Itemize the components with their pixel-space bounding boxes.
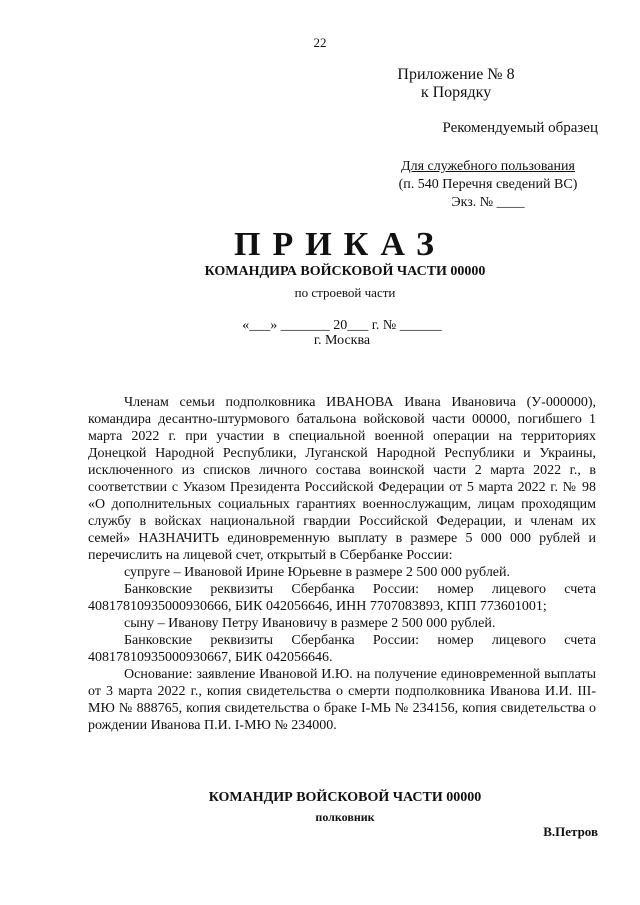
restriction-line-1: Для служебного пользования — [401, 159, 575, 174]
body-paragraph: Банковские реквизиты Сбербанка России: номер лицевого счета 40817810935000930667, БИК 042056646. — [88, 633, 596, 665]
order-title: ПРИКАЗ — [234, 226, 446, 263]
order-body — [88, 394, 596, 734]
body-paragraph: Членам семьи подполковника ИВАНОВА Ивана Ивановича (У-000000), командира десантно-штурмового батальона войсковой части 00000, погибшего 1 марта 2022 г. при участии в специальной военной операции на территориях Донецкой Народной Республики, Луганской Народной Республики и Украины, исключенного из списков личного состава воинской части 2 марта 2022 г., в соответствии с Указом Президента Российской Федерации от 5 марта 2022 г. № 98 «О дополнительных социальных гарантиях военнослужащим, лицам проходящим службу в войсках национальной гвардии Российской Федерации, и членам их семей» НАЗНАЧИТЬ единовременную выплату в размере 5 000 000 рублей и перечислить на лицевой счет, открытый в Сбербанке России: — [88, 395, 596, 563]
signature-rank: полковник — [315, 810, 375, 824]
order-subtitle-2: по строевой части — [294, 285, 396, 300]
order-subtitle: КОМАНДИРА ВОЙСКОВОЙ ЧАСТИ 00000 — [204, 264, 486, 279]
annex-block — [346, 66, 566, 102]
annex-line-1: Приложение № 8 — [397, 66, 515, 83]
body-paragraph: супруге – Ивановой Ирине Юрьевне в размере 2 500 000 рублей. — [124, 565, 511, 580]
restriction-line-2: (п. 540 Перечня сведений ВС) — [398, 177, 578, 192]
body-paragraph: Основание: заявление Ивановой И.Ю. на получение единовременной выплаты от 3 марта 2022 г., копия свидетельства о смерти подполковника Иванова И.И. III-МЮ № 888765, копия свидетельства о браке I-МЬ № 234156, копия свидетельства о рождении Иванова П.И. I-МЮ № 234000. — [88, 667, 596, 733]
restriction-block — [378, 158, 598, 212]
body-paragraph: Банковские реквизиты Сбербанка России: номер лицевого счета 40817810935000930666, БИК 042056646, ИНН 7707083893, КПП 773601001; — [88, 582, 596, 614]
page-number: 22 — [313, 35, 327, 50]
signature-name: В.Петров — [543, 824, 598, 839]
restriction-line-3: Экз. № ____ — [451, 195, 525, 210]
order-date-line: «___» _______ 20___ г. № ______ — [242, 318, 442, 333]
order-city: г. Москва — [313, 333, 371, 348]
sample-label: Рекомендуемый образец — [442, 120, 598, 136]
body-paragraph: сыну – Иванову Петру Ивановичу в размере 2 500 000 рублей. — [124, 616, 496, 631]
annex-line-2: к Порядку — [420, 84, 492, 101]
signature-title: КОМАНДИР ВОЙСКОВОЙ ЧАСТИ 00000 — [208, 790, 482, 805]
